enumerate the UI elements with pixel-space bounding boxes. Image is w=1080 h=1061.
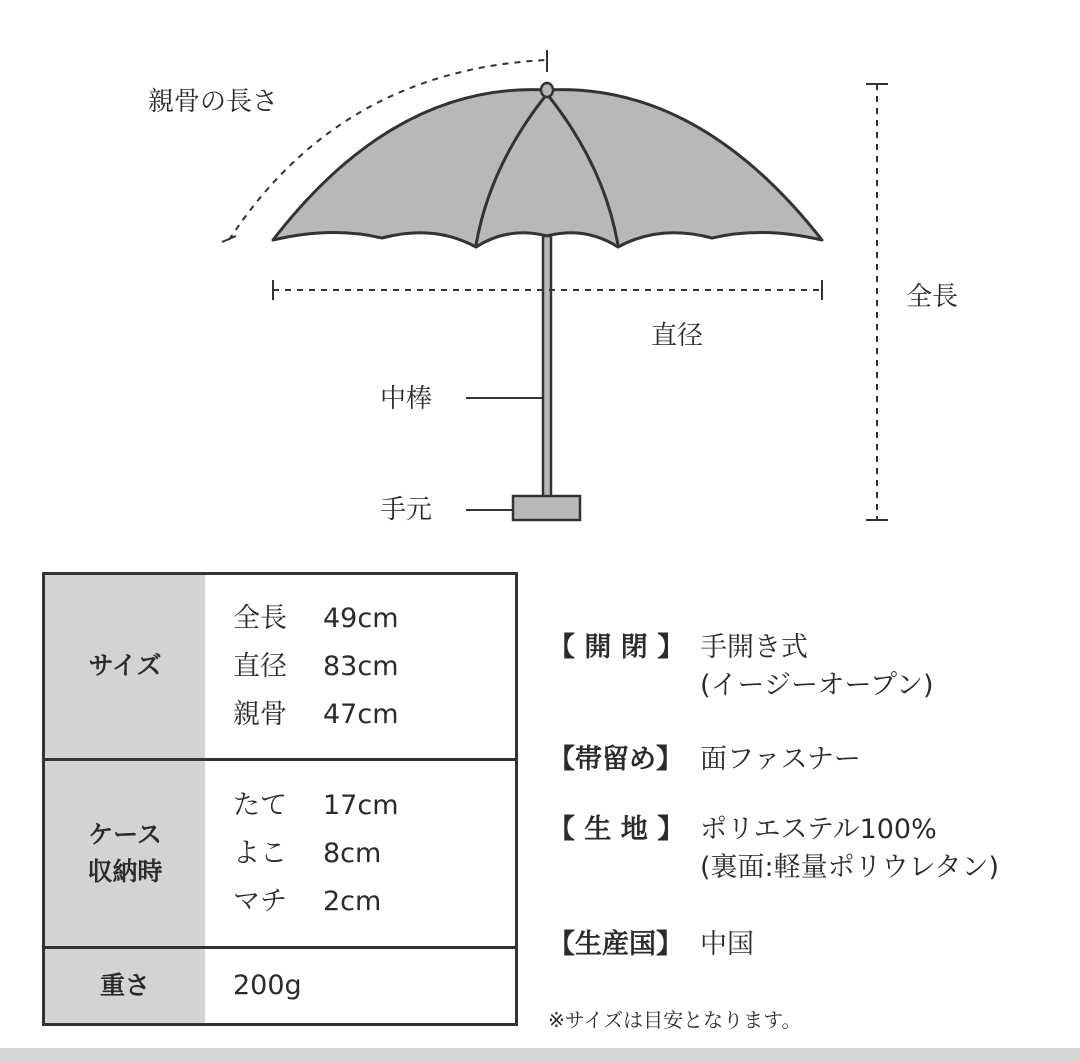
spec-row-size (45, 575, 515, 758)
info-line: (イージーオープン) (700, 670, 934, 701)
info-fastener (548, 741, 861, 779)
spec-header (45, 949, 205, 1023)
total-length-label: 全長 (906, 282, 959, 312)
diameter-label: 直径 (651, 321, 704, 351)
info-line: (裏面:軽量ポリウレタン) (700, 852, 1000, 883)
spec-value: 8cm (323, 837, 382, 869)
info-line: ポリエステル100% (700, 814, 937, 845)
spec-header-text: ケース (88, 820, 162, 850)
spec-values (233, 761, 399, 946)
info-line: 面ファスナー (700, 744, 861, 775)
info-key: 【帯留め】 (548, 744, 683, 775)
spec-header-text: 収納時 (87, 856, 163, 886)
spec-values (233, 575, 399, 758)
shaft-label: 中棒 (380, 384, 433, 414)
spec-header-text: 重さ (99, 970, 150, 1000)
info-key: 【生産国】 (548, 929, 683, 960)
spec-item (233, 643, 399, 691)
spec-table (42, 572, 518, 1026)
spec-item (233, 962, 302, 1010)
spec-value: 2cm (323, 885, 382, 917)
spec-item (233, 595, 399, 643)
info-value (700, 811, 999, 887)
umbrella-handle (513, 496, 580, 520)
spec-row-case (45, 758, 515, 946)
size-note: ※サイズは目安となります。 (548, 1008, 802, 1032)
umbrella-canopy (273, 90, 822, 247)
info-key: 【 生 地 】 (548, 814, 685, 845)
spec-header-text: サイズ (88, 651, 162, 681)
info-value (700, 629, 934, 705)
bottom-bar (0, 1048, 1080, 1061)
spec-value: 49cm (323, 602, 399, 634)
info-opening (548, 629, 934, 705)
spec-key: たて (233, 789, 287, 821)
umbrella-tip (541, 83, 553, 97)
spec-value: 47cm (323, 698, 399, 730)
spec-header (45, 575, 205, 758)
spec-header (45, 761, 205, 946)
spec-item (233, 830, 399, 878)
spec-key: よこ (233, 837, 287, 869)
spec-item (233, 691, 399, 739)
spec-values (233, 949, 302, 1023)
umbrella-shaft (543, 236, 551, 498)
spec-row-weight (45, 946, 515, 1023)
info-line: 中国 (700, 929, 754, 960)
info-value (700, 926, 754, 964)
rib-length-label: 親骨の長さ (148, 87, 279, 117)
spec-value: 83cm (323, 650, 399, 682)
info-fabric (548, 811, 999, 887)
info-key: 【 開 閉 】 (548, 632, 685, 663)
info-origin (548, 926, 754, 964)
spec-key: マチ (233, 885, 287, 917)
spec-item (233, 878, 399, 926)
info-line: 手開き式 (700, 632, 808, 663)
info-value (700, 741, 861, 779)
spec-key: 直径 (233, 650, 287, 682)
handle-label: 手元 (380, 495, 433, 525)
spec-value: 200g (233, 970, 302, 1001)
spec-key: 全長 (233, 602, 287, 634)
spec-item (233, 782, 399, 830)
spec-value: 17cm (323, 789, 399, 821)
spec-key: 親骨 (233, 698, 287, 730)
